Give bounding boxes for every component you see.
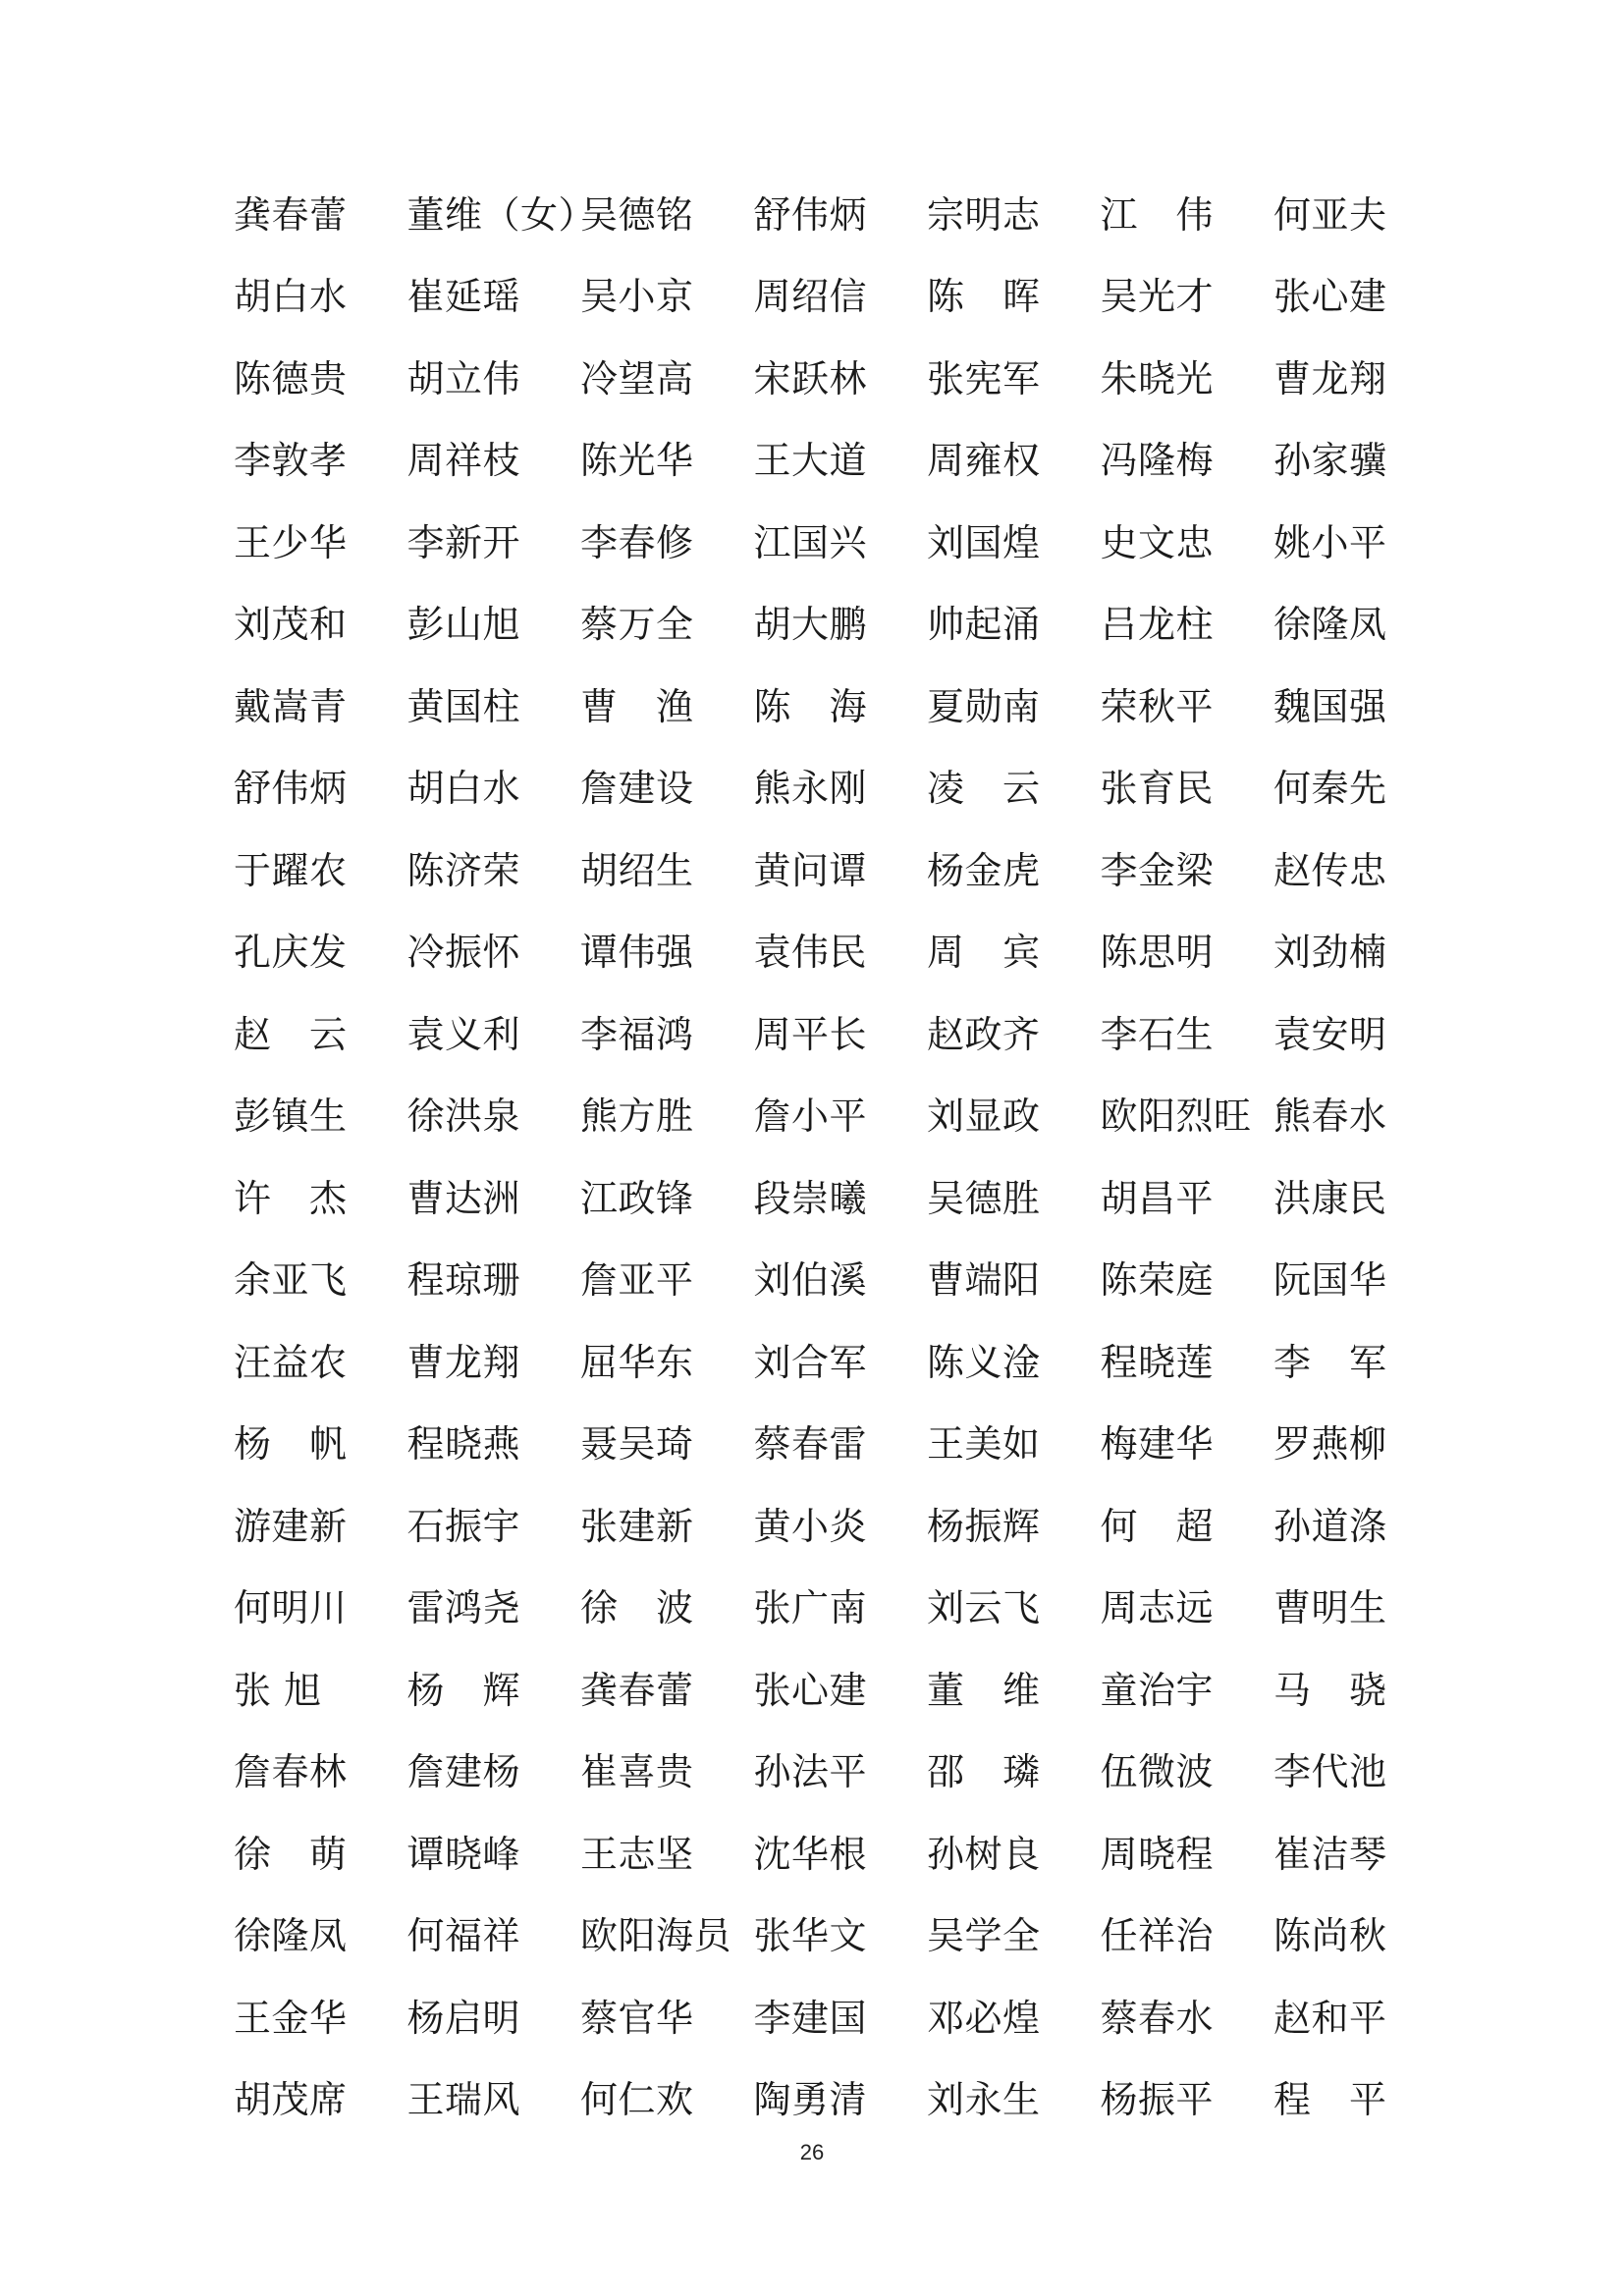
person-name: 李敦孝	[234, 439, 348, 483]
person-name: 陈义淦	[927, 1340, 1041, 1384]
person-name: 李春修	[580, 520, 694, 564]
person-name: 董维（女）	[406, 192, 597, 237]
person-name: 沈华根	[753, 1832, 868, 1876]
name-row	[234, 1240, 1392, 1322]
name-row	[234, 584, 1392, 667]
person-name: 宋跃林	[753, 356, 868, 400]
person-name: 徐洪泉	[406, 1095, 521, 1139]
person-name: 江国兴	[753, 520, 868, 564]
person-name: 陈 海	[753, 684, 868, 728]
person-name: 胡茂席	[234, 2078, 348, 2122]
person-name: 聂吴琦	[580, 1422, 694, 1467]
person-name: 朱晓光	[1100, 356, 1215, 400]
person-name: 徐 萌	[234, 1832, 348, 1876]
person-name: 詹春林	[234, 1750, 348, 1794]
person-name: 冯隆梅	[1100, 439, 1215, 483]
person-name: 陈济荣	[406, 848, 521, 892]
person-name: 冷振怀	[406, 931, 521, 975]
person-name: 徐隆凤	[234, 1914, 348, 1958]
name-row	[234, 502, 1392, 584]
person-name: 黄问谭	[753, 848, 868, 892]
person-name: 曹达洲	[406, 1176, 521, 1220]
person-name: 陶勇清	[753, 2078, 868, 2122]
person-name: 王金华	[234, 1996, 348, 2040]
person-name: 阮国华	[1273, 1258, 1387, 1303]
person-name: 任祥治	[1100, 1914, 1215, 1958]
person-name: 黄小炎	[753, 1504, 868, 1548]
person-name: 江政锋	[580, 1176, 694, 1220]
person-name: 游建新	[234, 1504, 348, 1548]
person-name: 詹亚平	[580, 1258, 694, 1303]
person-name: 张育民	[1100, 767, 1215, 811]
name-row	[234, 1404, 1392, 1486]
name-list-grid	[234, 174, 1392, 2141]
person-name: 程 平	[1273, 2078, 1387, 2122]
person-name: 蔡春雷	[753, 1422, 868, 1467]
name-row	[234, 666, 1392, 748]
person-name: 胡立伟	[406, 356, 521, 400]
person-name: 童治宇	[1100, 1668, 1215, 1712]
name-row	[234, 829, 1392, 912]
person-name: 夏勋南	[927, 684, 1041, 728]
person-name: 周 宾	[927, 931, 1041, 975]
person-name: 熊春水	[1273, 1095, 1387, 1139]
person-name: 熊永刚	[753, 767, 868, 811]
person-name: 王瑞风	[406, 2078, 521, 2122]
person-name: 吴小京	[580, 275, 694, 319]
person-name: 杨 帆	[234, 1422, 348, 1467]
person-name: 吕龙柱	[1100, 603, 1215, 647]
person-name: 余亚飞	[234, 1258, 348, 1303]
person-name: 欧阳海员	[580, 1914, 732, 1958]
person-name: 周祥枝	[406, 439, 521, 483]
person-name: 江 伟	[1100, 192, 1215, 237]
person-name: 李代池	[1273, 1750, 1387, 1794]
name-row	[234, 1896, 1392, 1978]
person-name: 陈荣庭	[1100, 1258, 1215, 1303]
name-row	[234, 256, 1392, 339]
person-name: 袁安明	[1273, 1012, 1387, 1056]
person-name: 曹明生	[1273, 1586, 1387, 1630]
person-name: 梅建华	[1100, 1422, 1215, 1467]
person-name: 杨金虎	[927, 848, 1041, 892]
person-name: 龚春蕾	[234, 192, 348, 237]
person-name: 陈思明	[1100, 931, 1215, 975]
person-name: 张华文	[753, 1914, 868, 1958]
person-name: 曹 渔	[580, 684, 694, 728]
person-name: 何福祥	[406, 1914, 521, 1958]
person-name: 姚小平	[1273, 520, 1387, 564]
person-name: 蔡万全	[580, 603, 694, 647]
person-name: 罗燕柳	[1273, 1422, 1387, 1467]
person-name: 程晓莲	[1100, 1340, 1215, 1384]
person-name: 李建国	[753, 1996, 868, 2040]
person-name: 许 杰	[234, 1176, 348, 1220]
person-name: 何秦先	[1273, 767, 1387, 811]
person-name: 马 骁	[1273, 1668, 1387, 1712]
person-name: 谭晓峰	[406, 1832, 521, 1876]
name-row	[234, 1649, 1392, 1732]
person-name: 宗明志	[927, 192, 1041, 237]
name-row	[234, 1813, 1392, 1896]
name-row	[234, 174, 1392, 256]
person-name: 张 旭	[234, 1668, 322, 1712]
person-name: 刘茂和	[234, 603, 348, 647]
page-number: 26	[799, 2140, 825, 2164]
person-name: 黄国柱	[406, 684, 521, 728]
person-name: 程晓燕	[406, 1422, 521, 1467]
person-name: 崔喜贵	[580, 1750, 694, 1794]
person-name: 曹龙翔	[1273, 356, 1387, 400]
person-name: 何仁欢	[580, 2078, 694, 2122]
person-name: 杨振辉	[927, 1504, 1041, 1548]
person-name: 杨启明	[406, 1996, 521, 2040]
person-name: 赵和平	[1273, 1996, 1387, 2040]
person-name: 胡绍生	[580, 848, 694, 892]
person-name: 刘显政	[927, 1095, 1041, 1139]
person-name: 李新开	[406, 520, 521, 564]
person-name: 洪康民	[1273, 1176, 1387, 1220]
person-name: 吴德铭	[580, 192, 694, 237]
person-name: 熊方胜	[580, 1095, 694, 1139]
person-name: 戴嵩青	[234, 684, 348, 728]
person-name: 李 军	[1273, 1340, 1387, 1384]
person-name: 史文忠	[1100, 520, 1215, 564]
person-name: 何亚夫	[1273, 192, 1387, 237]
person-name: 魏国强	[1273, 684, 1387, 728]
person-name: 孔庆发	[234, 931, 348, 975]
person-name: 周平长	[753, 1012, 868, 1056]
person-name: 胡白水	[406, 767, 521, 811]
person-name: 张心建	[753, 1668, 868, 1712]
person-name: 舒伟炳	[234, 767, 348, 811]
person-name: 曹端阳	[927, 1258, 1041, 1303]
name-row	[234, 912, 1392, 994]
person-name: 董 维	[927, 1668, 1041, 1712]
person-name: 李石生	[1100, 1012, 1215, 1056]
person-name: 蔡官华	[580, 1996, 694, 2040]
person-name: 崔延瑶	[406, 275, 521, 319]
person-name: 詹建杨	[406, 1750, 521, 1794]
person-name: 吴学全	[927, 1914, 1041, 1958]
person-name: 孙树良	[927, 1832, 1041, 1876]
name-row	[234, 420, 1392, 503]
person-name: 杨 辉	[406, 1668, 521, 1712]
person-name: 程琼珊	[406, 1258, 521, 1303]
name-row	[234, 1157, 1392, 1240]
person-name: 石振宇	[406, 1504, 521, 1548]
person-name: 邓必煌	[927, 1996, 1041, 2040]
person-name: 刘伯溪	[753, 1258, 868, 1303]
person-name: 杨振平	[1100, 2078, 1215, 2122]
name-row	[234, 993, 1392, 1076]
person-name: 胡昌平	[1100, 1176, 1215, 1220]
person-name: 赵传忠	[1273, 848, 1387, 892]
person-name: 吴光才	[1100, 275, 1215, 319]
person-name: 张广南	[753, 1586, 868, 1630]
person-name: 谭伟强	[580, 931, 694, 975]
person-name: 蔡春水	[1100, 1996, 1215, 2040]
person-name: 赵 云	[234, 1012, 348, 1056]
person-name: 曹龙翔	[406, 1340, 521, 1384]
name-row	[234, 1732, 1392, 1814]
name-row	[234, 2059, 1392, 2142]
person-name: 刘劲楠	[1273, 931, 1387, 975]
person-name: 伍微波	[1100, 1750, 1215, 1794]
person-name: 吴德胜	[927, 1176, 1041, 1220]
person-name: 于躍农	[234, 848, 348, 892]
person-name: 詹小平	[753, 1095, 868, 1139]
person-name: 孙法平	[753, 1750, 868, 1794]
person-name: 孙家骥	[1273, 439, 1387, 483]
person-name: 周晓程	[1100, 1832, 1215, 1876]
name-row	[234, 748, 1392, 830]
person-name: 陈尚秋	[1273, 1914, 1387, 1958]
person-name: 周绍信	[753, 275, 868, 319]
person-name: 詹建设	[580, 767, 694, 811]
person-name: 荣秋平	[1100, 684, 1215, 728]
person-name: 汪益农	[234, 1340, 348, 1384]
person-name: 冷望高	[580, 356, 694, 400]
person-name: 段崇曦	[753, 1176, 868, 1220]
person-name: 何明川	[234, 1586, 348, 1630]
name-row	[234, 1977, 1392, 2059]
person-name: 张建新	[580, 1504, 694, 1548]
person-name: 陈光华	[580, 439, 694, 483]
person-name: 刘云飞	[927, 1586, 1041, 1630]
person-name: 舒伟炳	[753, 192, 868, 237]
person-name: 李金梁	[1100, 848, 1215, 892]
person-name: 袁伟民	[753, 931, 868, 975]
person-name: 徐隆凤	[1273, 603, 1387, 647]
person-name: 刘合军	[753, 1340, 868, 1384]
name-row	[234, 338, 1392, 420]
person-name: 周雍权	[927, 439, 1041, 483]
person-name: 王大道	[753, 439, 868, 483]
person-name: 屈华东	[580, 1340, 694, 1384]
person-name: 刘永生	[927, 2078, 1041, 2122]
person-name: 刘国煌	[927, 520, 1041, 564]
person-name: 雷鸿尧	[406, 1586, 521, 1630]
person-name: 邵 璘	[927, 1750, 1041, 1794]
person-name: 凌 云	[927, 767, 1041, 811]
person-name: 龚春蕾	[580, 1668, 694, 1712]
person-name: 胡白水	[234, 275, 348, 319]
person-name: 张宪军	[927, 356, 1041, 400]
name-row	[234, 1321, 1392, 1404]
person-name: 赵政齐	[927, 1012, 1041, 1056]
person-name: 王美如	[927, 1422, 1041, 1467]
person-name: 彭镇生	[234, 1095, 348, 1139]
person-name: 陈德贵	[234, 356, 348, 400]
person-name: 欧阳烈旺	[1100, 1095, 1252, 1139]
person-name: 周志远	[1100, 1586, 1215, 1630]
person-name: 崔洁琴	[1273, 1832, 1387, 1876]
person-name: 陈 晖	[927, 275, 1041, 319]
person-name: 帅起涌	[927, 603, 1041, 647]
person-name: 彭山旭	[406, 603, 521, 647]
person-name: 张心建	[1273, 275, 1387, 319]
person-name: 李福鸿	[580, 1012, 694, 1056]
person-name: 胡大鹏	[753, 603, 868, 647]
person-name: 王少华	[234, 520, 348, 564]
name-row	[234, 1076, 1392, 1158]
person-name: 孙道涤	[1273, 1504, 1387, 1548]
person-name: 徐 波	[580, 1586, 694, 1630]
person-name: 袁义利	[406, 1012, 521, 1056]
person-name: 何 超	[1100, 1504, 1215, 1548]
name-row	[234, 1485, 1392, 1568]
name-row	[234, 1568, 1392, 1650]
person-name: 王志坚	[580, 1832, 694, 1876]
